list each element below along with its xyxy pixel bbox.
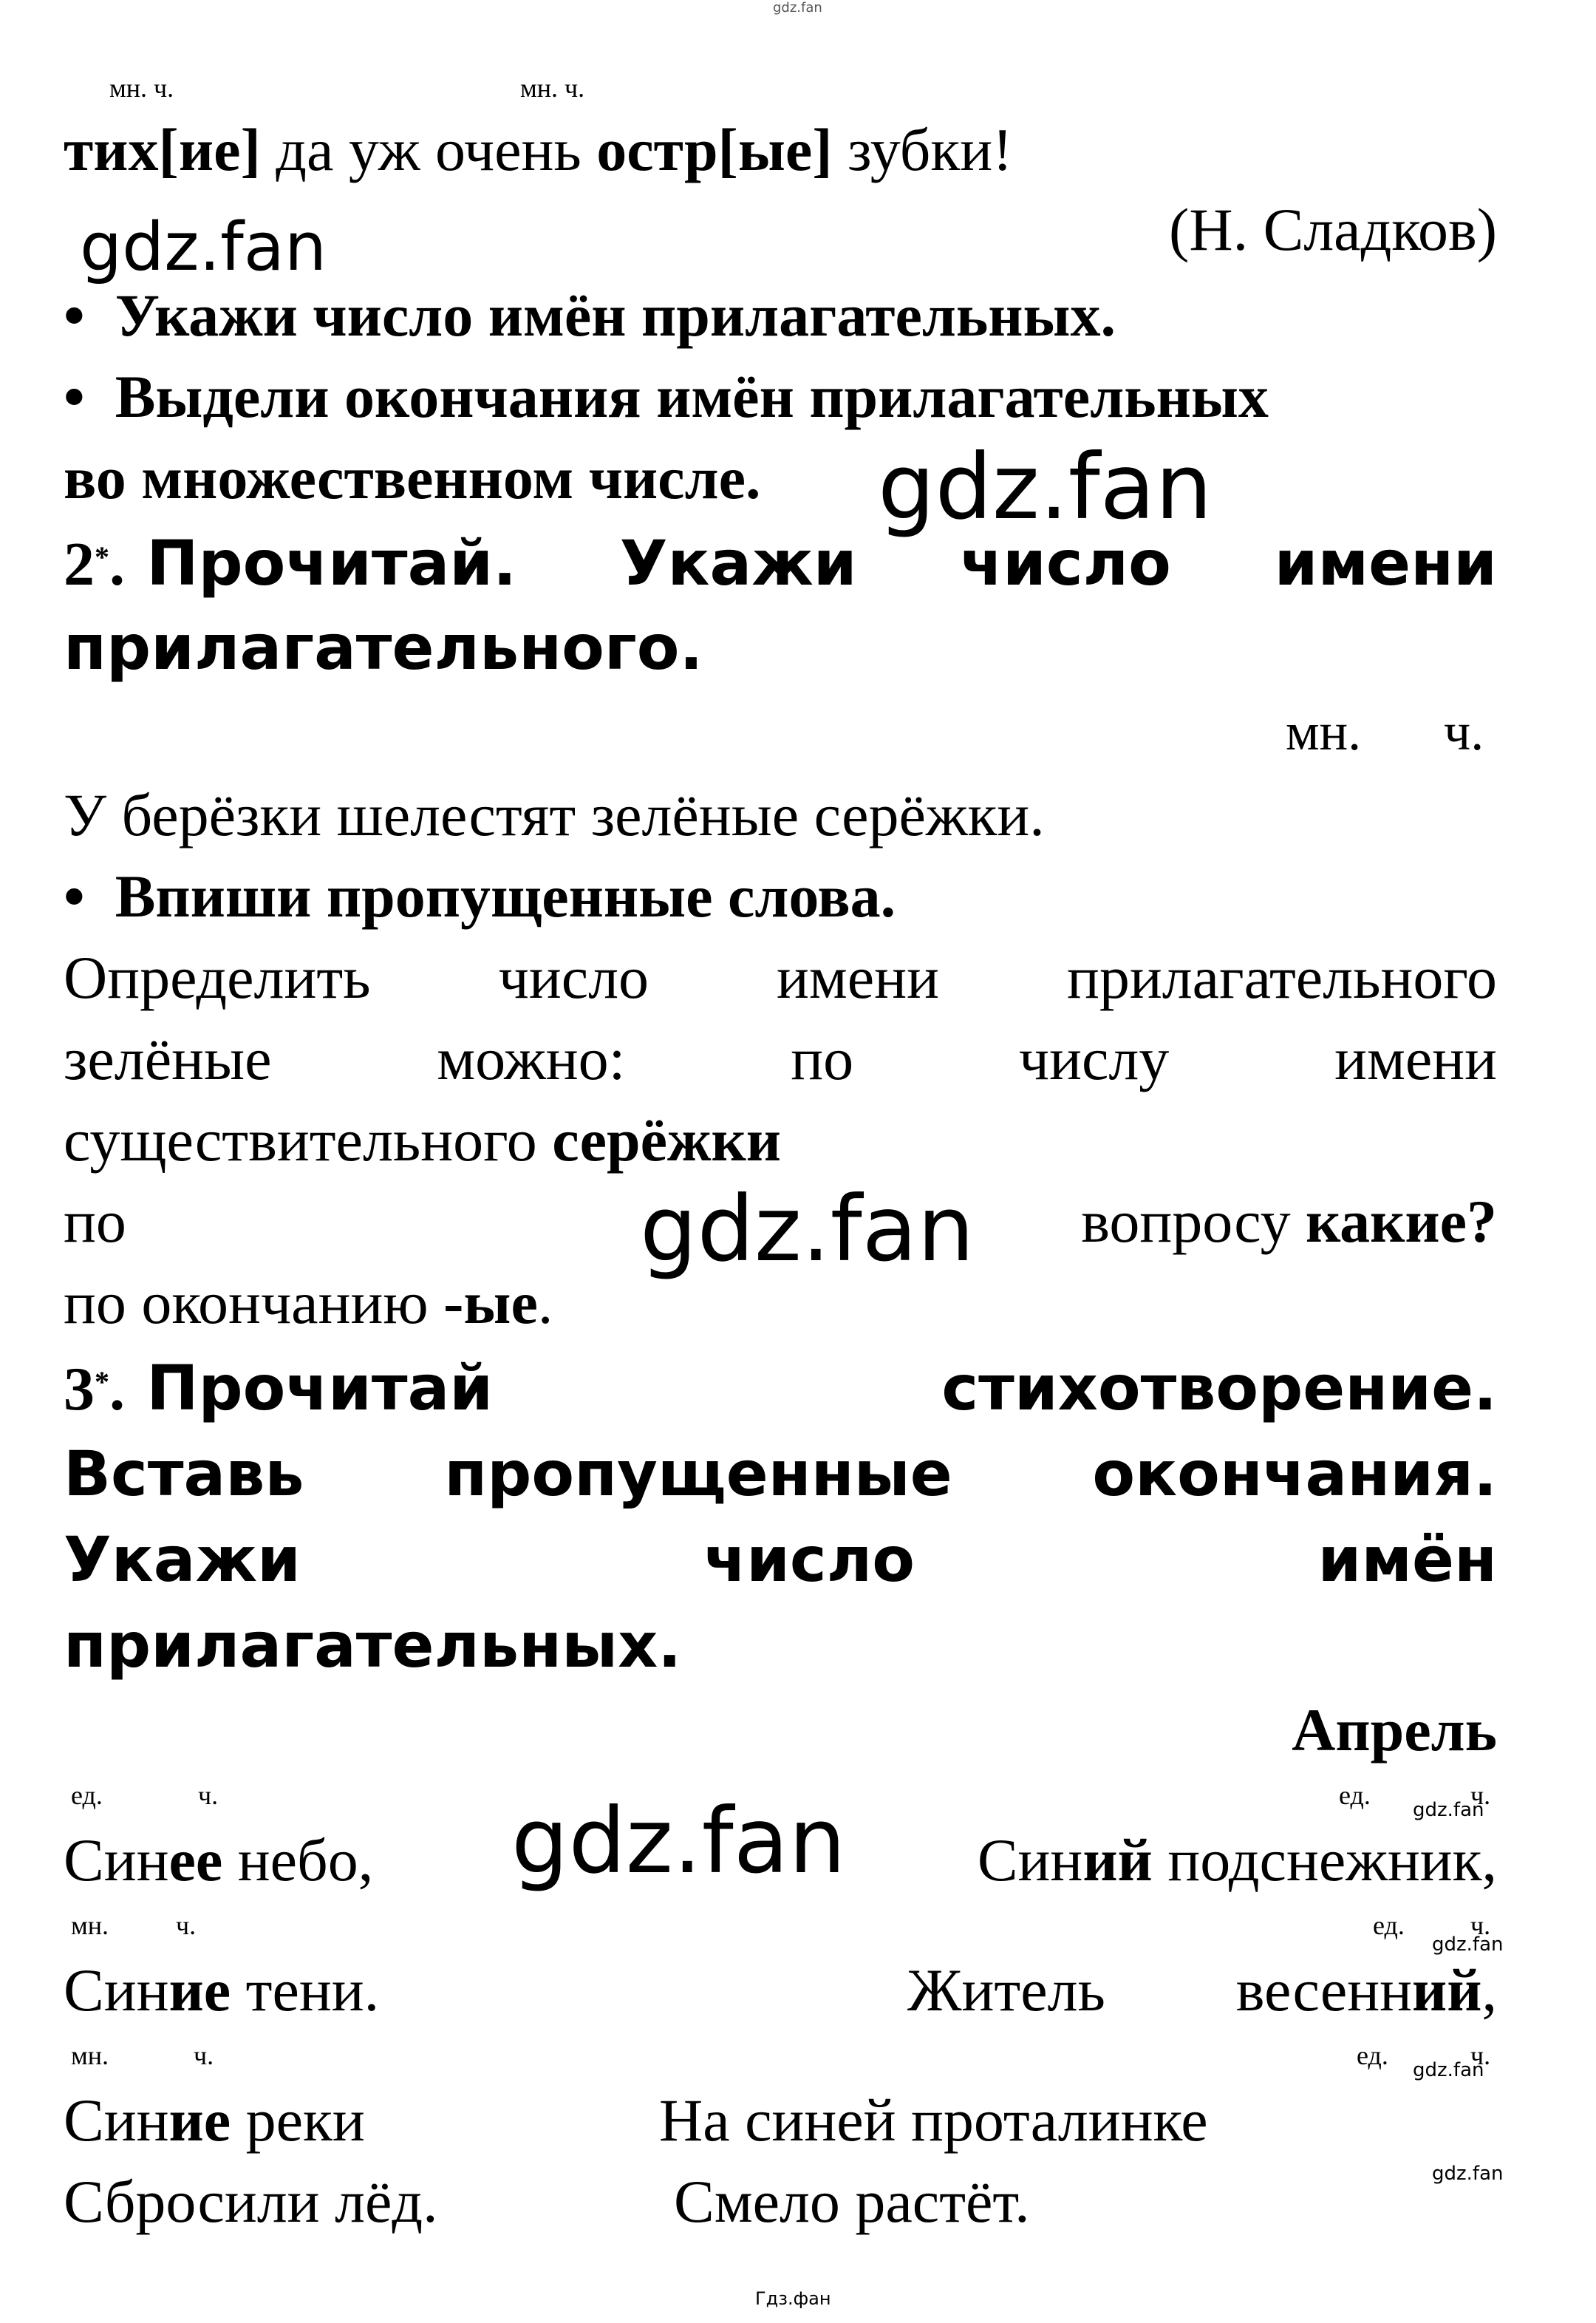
punct: . bbox=[537, 1269, 553, 1336]
title-word: Укажи bbox=[619, 527, 857, 599]
grammar-note: ч. bbox=[1470, 1911, 1491, 1940]
word: зелёные bbox=[64, 1025, 272, 1092]
bullet-text: Выдели окончания имён прилагательных bbox=[115, 363, 1269, 430]
text-line bbox=[64, 1269, 553, 1336]
grammar-note: мн. bbox=[71, 1911, 109, 1940]
answer-word: -ые bbox=[443, 1269, 538, 1336]
title-word: Вставь bbox=[64, 1438, 304, 1510]
word: числу bbox=[1018, 1025, 1170, 1092]
grammar-note: ед. bbox=[1357, 2041, 1388, 2070]
ending: ие bbox=[168, 1956, 231, 2024]
grammar-note: ч. bbox=[198, 1780, 219, 1810]
bullet-icon: • bbox=[64, 363, 115, 430]
word: можно: bbox=[437, 1025, 626, 1092]
watermark-top: gdz.fan bbox=[773, 0, 822, 16]
text-line bbox=[1081, 1188, 1497, 1255]
text-fragment: зубки! bbox=[832, 116, 1013, 183]
task-number: 3*. Прочитай bbox=[64, 1352, 494, 1424]
text-line: по bbox=[64, 1188, 126, 1255]
task-title bbox=[64, 527, 1497, 599]
word: по bbox=[791, 1025, 854, 1092]
word: Определить bbox=[64, 944, 371, 1011]
grammar-note: ч. bbox=[176, 1911, 197, 1940]
grammar-note: мн. ч. bbox=[520, 73, 585, 103]
grammar-note: ч. bbox=[1444, 702, 1484, 761]
watermark: gdz.fan bbox=[1413, 2059, 1484, 2081]
text-line bbox=[64, 944, 1497, 1011]
sentence: У берёзки шелестят зелёные серёжки. bbox=[64, 781, 1045, 848]
bullet-item bbox=[64, 363, 1269, 430]
task-title bbox=[64, 1438, 1497, 1510]
grammar-note: ч. bbox=[1470, 2041, 1491, 2070]
watermark: gdz.fan bbox=[878, 435, 1213, 540]
adjective: тих[ие] bbox=[64, 116, 261, 183]
poem-line: Сбросили лёд. bbox=[64, 2168, 438, 2235]
bullet-icon: • bbox=[64, 282, 115, 349]
title-word: пропущенные bbox=[444, 1438, 952, 1510]
poem-line: На синей проталинке bbox=[659, 2086, 1208, 2154]
task-title-cont: прилагательного. bbox=[64, 611, 703, 684]
grammar-note: мн. bbox=[1286, 702, 1362, 761]
task-title bbox=[64, 1352, 1497, 1424]
task-title-cont: прилагательных. bbox=[64, 1609, 682, 1681]
answer-word: какие? bbox=[1306, 1188, 1497, 1255]
title-word: число bbox=[960, 527, 1171, 599]
bullet-item bbox=[64, 863, 896, 930]
poem-line bbox=[907, 1956, 1497, 2024]
ending: ий bbox=[1082, 1826, 1153, 1894]
ending: ий bbox=[1412, 1956, 1482, 2024]
grammar-note: мн. ч. bbox=[109, 73, 174, 103]
title-word: число bbox=[703, 1523, 915, 1596]
bullet-icon: • bbox=[64, 863, 115, 930]
poem-line: Синий подснежник, bbox=[977, 1826, 1497, 1894]
poem-line: Синие тени. bbox=[64, 1956, 380, 2024]
bullet-text: Укажи число имён прилагательных. bbox=[115, 282, 1116, 349]
task-number: 2*. Прочитай. bbox=[64, 527, 517, 599]
grammar-note: ч. bbox=[194, 2041, 214, 2070]
watermark: gdz.fan bbox=[640, 1177, 975, 1282]
title-word: окончания. bbox=[1092, 1438, 1497, 1510]
word: прилагательного bbox=[1066, 944, 1497, 1011]
text-fragment: да уж очень bbox=[260, 116, 597, 183]
text-line bbox=[64, 1025, 1497, 1092]
task-title bbox=[64, 1523, 1497, 1596]
answer-word: серёжки bbox=[552, 1106, 781, 1174]
grammar-note: ед. bbox=[71, 1780, 103, 1810]
grammar-note: мн. bbox=[71, 2041, 109, 2070]
author: (Н. Сладков) bbox=[1169, 196, 1497, 263]
watermark-bottom: Гдз.фан bbox=[755, 2288, 831, 2309]
poem-line: Смело растёт. bbox=[674, 2168, 1030, 2235]
grammar-note: ед. bbox=[1373, 1911, 1405, 1940]
adjective: остр[ые] bbox=[596, 116, 833, 183]
watermark: gdz.fan bbox=[1413, 1799, 1484, 1821]
poem-line bbox=[64, 116, 1013, 183]
watermark: gdz.fan bbox=[80, 208, 327, 286]
watermark: gdz.fan bbox=[511, 1789, 846, 1894]
watermark: gdz.fan bbox=[1432, 2163, 1504, 2185]
title-word: Укажи bbox=[64, 1523, 301, 1596]
word: имени bbox=[777, 944, 939, 1011]
poem-line: Синие реки bbox=[64, 2086, 365, 2154]
bullet-text: Впиши пропущенные слова. bbox=[115, 863, 896, 930]
word: существительного bbox=[64, 1106, 553, 1174]
bullet-text: во множественном числе. bbox=[64, 444, 761, 511]
grammar-note: ед. bbox=[1339, 1780, 1371, 1810]
grammar-note: ч. bbox=[1470, 1780, 1491, 1810]
word: вопросу bbox=[1081, 1188, 1306, 1255]
title-word: стихотворение. bbox=[941, 1352, 1497, 1424]
title-word: имён bbox=[1317, 1523, 1497, 1596]
poem-title: Апрель bbox=[1292, 1696, 1497, 1763]
ending: ие bbox=[168, 2086, 231, 2154]
word: Житель bbox=[907, 1956, 1105, 2024]
word: число bbox=[498, 944, 649, 1011]
title-word: имени bbox=[1274, 527, 1497, 599]
watermark: gdz.fan bbox=[1432, 1933, 1504, 1956]
word: весенний, bbox=[1235, 1956, 1497, 2024]
bullet-item bbox=[64, 282, 1116, 349]
ending: ее bbox=[168, 1826, 223, 1894]
poem-line: Синее небо, bbox=[64, 1826, 374, 1894]
word: имени bbox=[1334, 1025, 1497, 1092]
word: по окончанию bbox=[64, 1269, 444, 1336]
text-line bbox=[64, 1106, 781, 1174]
